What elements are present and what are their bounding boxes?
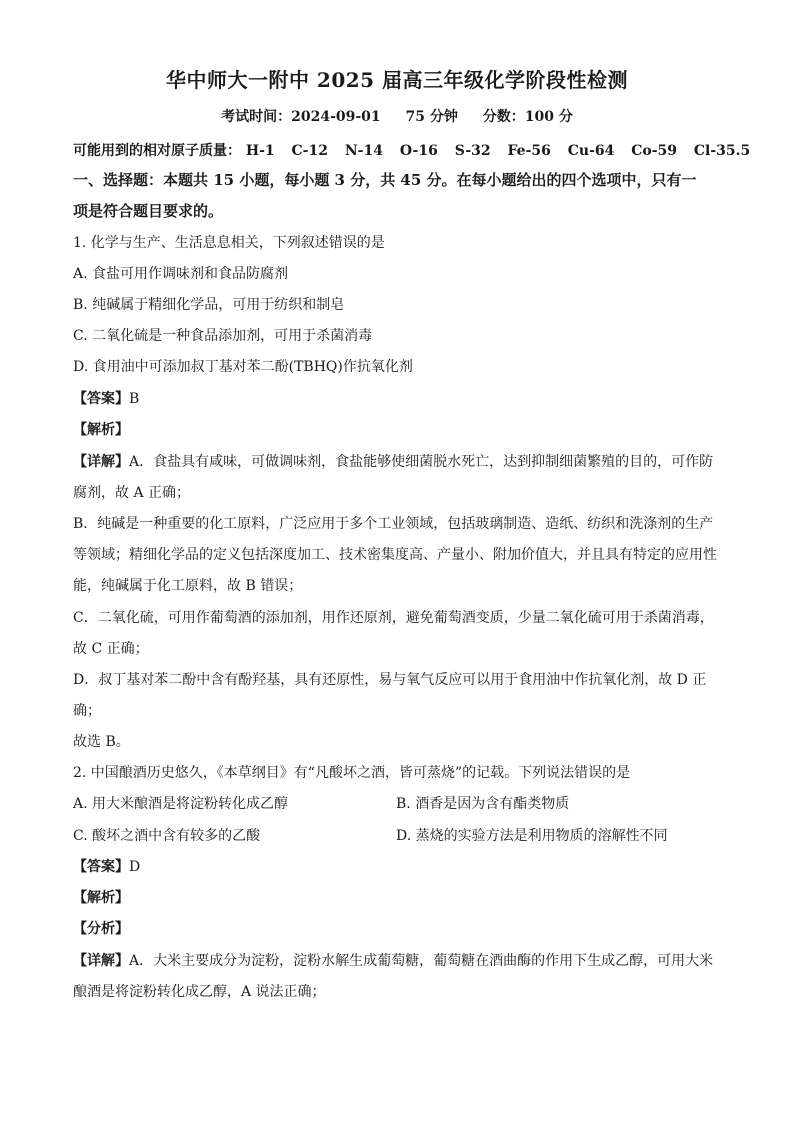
atomic-mass-item: Cl-35.5 (693, 143, 751, 159)
detail-line: 等领域；精细化学品的定义包括深度加工、技术密集度高、产量小、附加价值大，并且具有特定的应用性 (73, 547, 717, 563)
exam-info (0, 106, 794, 126)
atomic-mass-item: S-32 (454, 143, 491, 159)
detail-line: D．叔丁基对苯二酚中含有酚羟基，具有还原性，易与氧气反应可以用于食用油中作抗氧化剂，故 D 正 (73, 672, 707, 688)
analysis-label: 【解析】 (73, 422, 129, 438)
atomic-mass-item: N-14 (344, 143, 383, 159)
analysis-label: 【解析】 (73, 890, 129, 906)
detail-text: A．食盐具有咸味，可做调味剂，食盐能够使细菌脱水死亡，达到抑制细菌繁殖的目的，可作防 (129, 454, 714, 470)
question-stem: 2. 中国酿酒历史悠久，《本草纲目》有“凡酸坏之酒，皆可蒸烧”的记载。下列说法错误的是 (73, 765, 631, 781)
atomic-mass-line (73, 141, 751, 161)
option-a: A. 食盐可用作调味剂和食品防腐剂 (73, 266, 289, 282)
atomic-mass-item: Co-59 (631, 143, 678, 159)
answer-line (73, 857, 723, 877)
detail-line: 酿酒是将淀粉转化成乙醇，A 说法正确； (73, 984, 326, 1000)
atomic-mass-label: 可能用到的相对原子质量： (73, 143, 241, 159)
options-row (73, 794, 723, 814)
exam-score: 分数：100 分 (482, 109, 573, 125)
option-b: B. 酒香是因为含有酯类物质 (396, 796, 570, 812)
option-a: A. 用大米酿酒是将淀粉转化成乙醇 (73, 796, 289, 812)
detail-line: 确； (73, 703, 101, 719)
detail-line: C．二氧化硫，可用作葡萄酒的添加剂，用作还原剂，避免葡萄酒变质，少量二氧化硫可用于杀菌消毒， (73, 610, 714, 626)
atomic-mass-item: O-16 (399, 143, 438, 159)
detail-line (73, 452, 723, 472)
detail-label: 【详解】 (73, 454, 129, 470)
fenxi-label: 【分析】 (73, 921, 129, 937)
atomic-mass-item: H-1 (245, 143, 275, 159)
options-row (73, 826, 723, 846)
detail-line: B．纯碱是一种重要的化工原料，广泛应用于多个工业领域，包括玻璃制造、造纸、纺织和洗涤剂的生产 (73, 516, 714, 532)
option-b: B. 纯碱属于精细化学品，可用于纺织和制皂 (73, 297, 345, 313)
answer-label: 【答案】 (73, 859, 129, 875)
detail-text: A．大米主要成分为淀粉，淀粉水解生成葡萄糖，葡萄糖在酒曲酶的作用下生成乙醇，可用大米 (129, 953, 714, 969)
atomic-mass-item: Cu-64 (567, 143, 615, 159)
answer-value: D (129, 859, 141, 875)
atomic-mass-item: C-12 (291, 143, 328, 159)
answer-value: B (129, 391, 140, 407)
section-heading: 一、选择题：本题共 15 小题，每小题 3 分，共 45 分。在每小题给出的四个选项中，只有一 (73, 171, 697, 189)
option-c: C. 二氧化硫是一种食品添加剂，可用于杀菌消毒 (73, 328, 373, 344)
detail-label: 【详解】 (73, 953, 129, 969)
detail-line (73, 951, 723, 971)
page-title: 华中师大一附中 2025 届高三年级化学阶段性检测 (165, 68, 629, 92)
answer-label: 【答案】 (73, 391, 129, 407)
detail-line: 能，纯碱属于化工原料，故 B 错误； (73, 578, 303, 594)
detail-line: 故 C 正确； (73, 641, 149, 657)
detail-line: 腐剂，故 A 正确； (73, 485, 191, 501)
question-stem: 1. 化学与生产、生活息息相关，下列叙述错误的是 (73, 235, 385, 251)
detail-line: 故选 B。 (73, 734, 130, 750)
option-c: C. 酸坏之酒中含有较多的乙酸 (73, 828, 261, 844)
section-heading-cont: 项是符合题目要求的。 (73, 202, 224, 220)
answer-line (73, 389, 723, 409)
atomic-mass-item: Fe-56 (507, 143, 551, 159)
option-d: D. 蒸烧的实验方法是利用物质的溶解性不同 (396, 828, 668, 844)
option-d: D. 食用油中可添加叔丁基对苯二酚(TBHQ)作抗氧化剂 (73, 359, 413, 375)
exam-time: 考试时间：2024-09-01 (221, 109, 381, 125)
exam-duration: 75 分钟 (405, 109, 458, 125)
